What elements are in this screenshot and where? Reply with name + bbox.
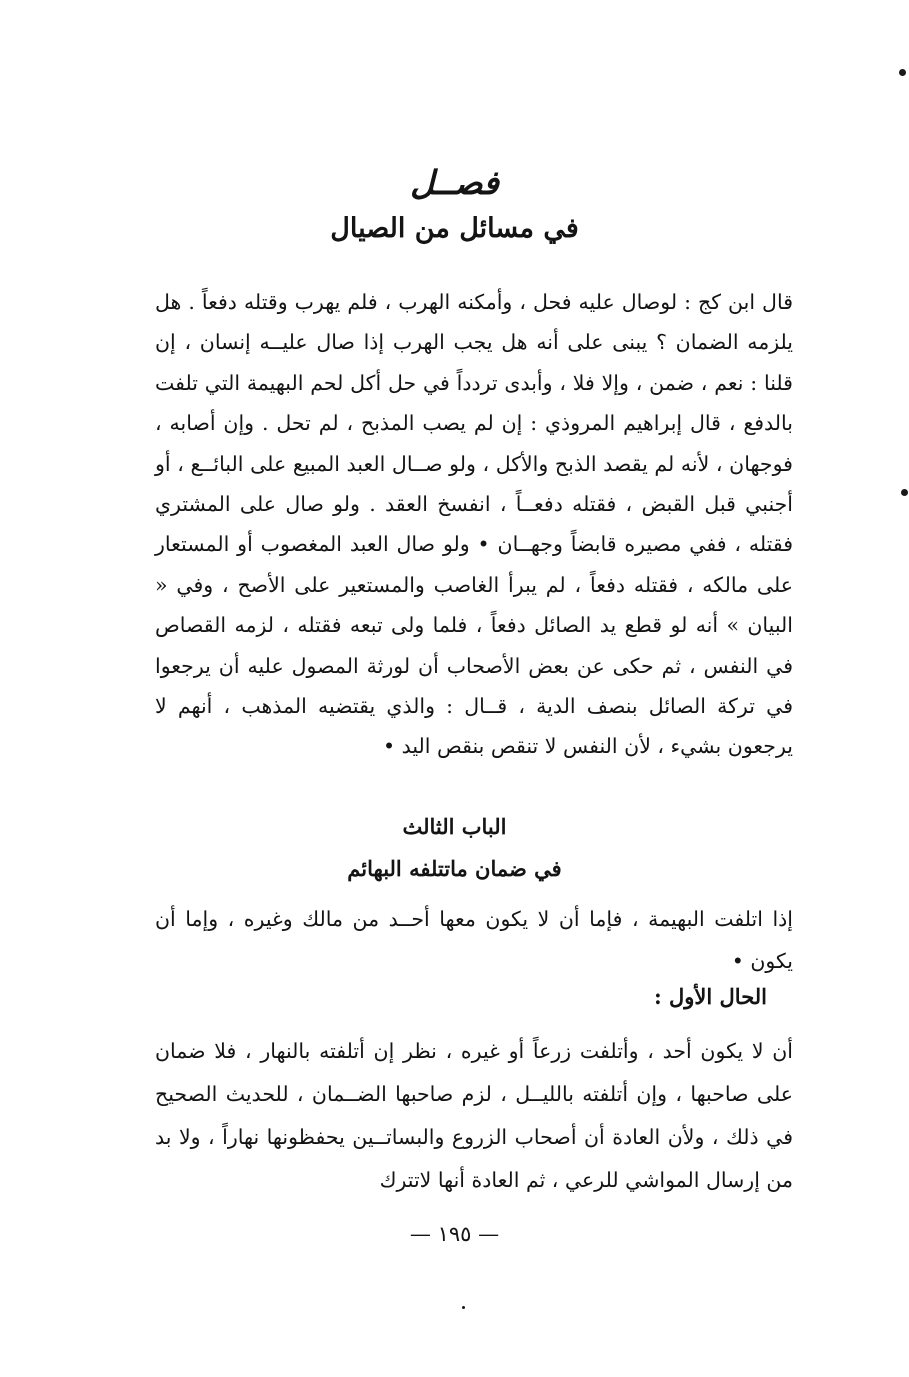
- margin-mark: [462, 1306, 465, 1309]
- paragraph-siyal: قال ابن كج : لوصال عليه فحل ، وأمكنه الهرب ، فلم يهرب وقتله دفعاً . هل يلزمه الضمان ؟ يبنى على أنه هل يجب الهرب إذا صال عليــه إنسان ، إن قلنا : نعم ، ضمن ، وإلا فلا ، وأبدى تردداً في حل أكل لحم البهيمة التي تلفت بالدفع ، قال إبراهيم المروذي : إن لم يصب المذبح ، لم تحل . وإن أصابه ، فوجهان ، لأنه لم يقصد الذبح والأكل ، ولو صــال العبد المبيع على البائــع ، أو أجنبي قبل القبض ، فقتله دفعــاً ، انفسخ العقد . ولو صال على المشتري فقتله ، ففي مصيره قابضاً وجهــان • ولو صال العبد المغصوب أو المستعار على مالكه ، فقتله دفعاً ، لم يبرأ الغاصب والمستعير على الأصح ، وفي « البيان » أنه لو قطع يد الصائل دفعاً ، فلما ولى تبعه فقتله ، لزمه القصاص في النفس ، ثم حكى عن بعض الأصحاب أن لورثة المصول عليه أن يرجعوا في تركة الصائل بنصف الدية ، قــال : والذي يقتضيه المذهب ، أنهم لا يرجعون بشيء ، لأن النفس لا تنقص بنقص اليد •: [155, 290, 793, 759]
- case-heading: الحال الأول :: [653, 984, 767, 1009]
- paragraph-first-case: أن لا يكون أحد ، وأتلفت زرعاً أو غيره ، نظر إن أتلفته بالنهار ، فلا ضمان على صاحبها ، وإن أتلفته بالليــل ، لزم صاحبها الضــمان ، للحديث الصحيح في ذلك ، ولأن العادة أن أصحاب الزروع والبساتــين يحفظونها نهاراً ، ولا بد من إرسال المواشي للرعي ، ثم العادة أنها لاتترك: [155, 1039, 793, 1192]
- margin-mark: [899, 69, 906, 76]
- chapter-subtitle: في ضمان ماتتلفه البهائم: [347, 856, 562, 881]
- chapter-title: الباب الثالث: [402, 814, 507, 839]
- margin-mark: [901, 489, 908, 496]
- page-number: — ١٩٥ —: [409, 1222, 500, 1246]
- section-title: فصــل: [410, 163, 499, 202]
- section-subtitle: في مسائل من الصيال: [330, 213, 579, 244]
- paragraph-intro: إذا اتلفت البهيمة ، فإما أن لا يكون معها أحــد من مالك وغيره ، وإما أن يكون •: [155, 907, 793, 973]
